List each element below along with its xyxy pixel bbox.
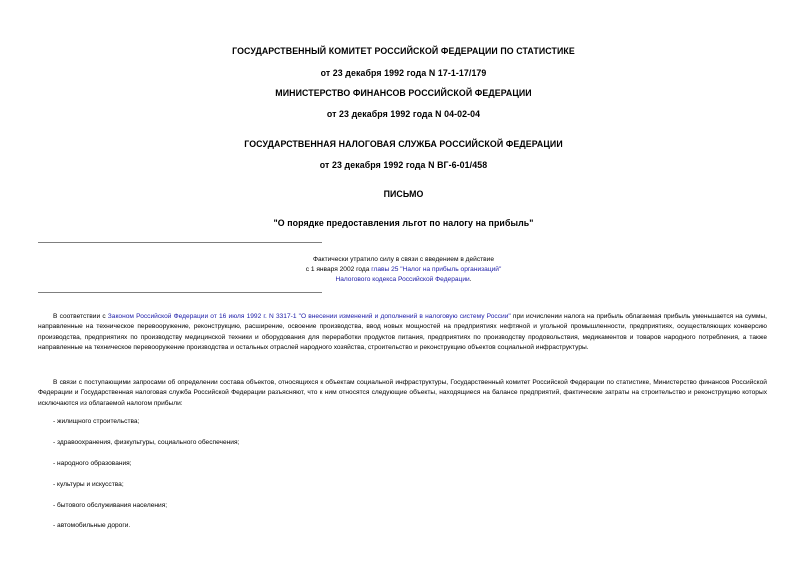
list-item: - здравоохранения, физкультуры, социального обеспечения; xyxy=(53,439,240,446)
list-item: - жилищного строительства; xyxy=(53,418,140,425)
status-note-line2 xyxy=(0,265,807,275)
paragraph-1-prefix: В соответствии с xyxy=(53,313,108,320)
paragraph-1-text: при исчислении налога на прибыль облагаемая прибыль уменьшается на суммы, направленные на техническое перевооружение, реконструкцию, расширение, освоение производства, ввод новых мощностей на предприятиях нефтяной и угольной промышленности, предприятиях, осуществляющих конверсию производства, предприятиях по производству медицинской техники и оборудования для переработки продуктов питания, предприятиях по производству продовольствия, медикаментов и товаров народного потребления, а также направленные на техническое перевооружение производства и остальных отраслей народного хозяйства, строительство и реконструкцию объектов социальной инфраструктуры. xyxy=(38,313,767,351)
list-item: - народного образования; xyxy=(53,460,132,467)
paragraph-2: В связи с поступающими запросами об определении состава объектов, относящихся к объектам социальной инфраструктуры, Государственный комитет Российской Федерации по статистике, Министерство финансов Российской Федерации и Государственная налоговая служба Российской Федерации разъясняют, что к ним относятся следующие объекты, находящиеся на балансе предприятий, фактические затраты на строительство и реконструкцию которых исключаются из облагаемой налогом прибыли: xyxy=(38,379,767,407)
document-type: ПИСЬМО xyxy=(383,189,424,199)
law-3317-1-link[interactable]: Законом Российской Федерации от 16 июля 1992 г. N 3317-1 "О внесении изменений и дополнений в налоговую систему России" xyxy=(107,313,511,320)
status-note-suffix: . xyxy=(469,276,472,283)
status-note-prefix: с 1 января 2002 года xyxy=(305,266,372,273)
list-item: - бытового обслуживания населения; xyxy=(53,502,168,509)
top-divider xyxy=(38,242,322,243)
issuer-committee: ГОСУДАРСТВЕННЫЙ КОМИТЕТ РОССИЙСКОЙ ФЕДЕРАЦИИ ПО СТАТИСТИКЕ xyxy=(232,46,575,56)
issuer-tax-service-date: от 23 декабря 1992 года N ВГ-6-01/458 xyxy=(319,160,488,170)
issuer-tax-service: ГОСУДАРСТВЕННАЯ НАЛОГОВАЯ СЛУЖБА РОССИЙСКОЙ ФЕДЕРАЦИИ xyxy=(244,139,563,149)
paragraph-1 xyxy=(38,312,767,353)
document-title: "О порядке предоставления льгот по налогу на прибыль" xyxy=(273,218,534,228)
bottom-divider xyxy=(38,292,322,293)
chapter-25-link[interactable]: главы 25 "Налог на прибыль организаций" xyxy=(371,266,502,273)
issuer-ministry-date: от 23 декабря 1992 года N 04-02-04 xyxy=(326,109,481,119)
list-item: - автомобильные дороги. xyxy=(53,522,131,529)
issuer-committee-date: от 23 декабря 1992 года N 17-1-17/179 xyxy=(320,68,487,78)
list-item: - культуры и искусства; xyxy=(53,481,124,488)
issuer-ministry: МИНИСТЕРСТВО ФИНАНСОВ РОССИЙСКОЙ ФЕДЕРАЦИИ xyxy=(275,88,532,98)
status-note-line1: Фактически утратило силу в связи с введением в действие xyxy=(312,256,495,263)
status-note-line3 xyxy=(0,275,807,285)
tax-code-link[interactable]: Налогового кодекса Российской Федерации xyxy=(335,276,470,283)
